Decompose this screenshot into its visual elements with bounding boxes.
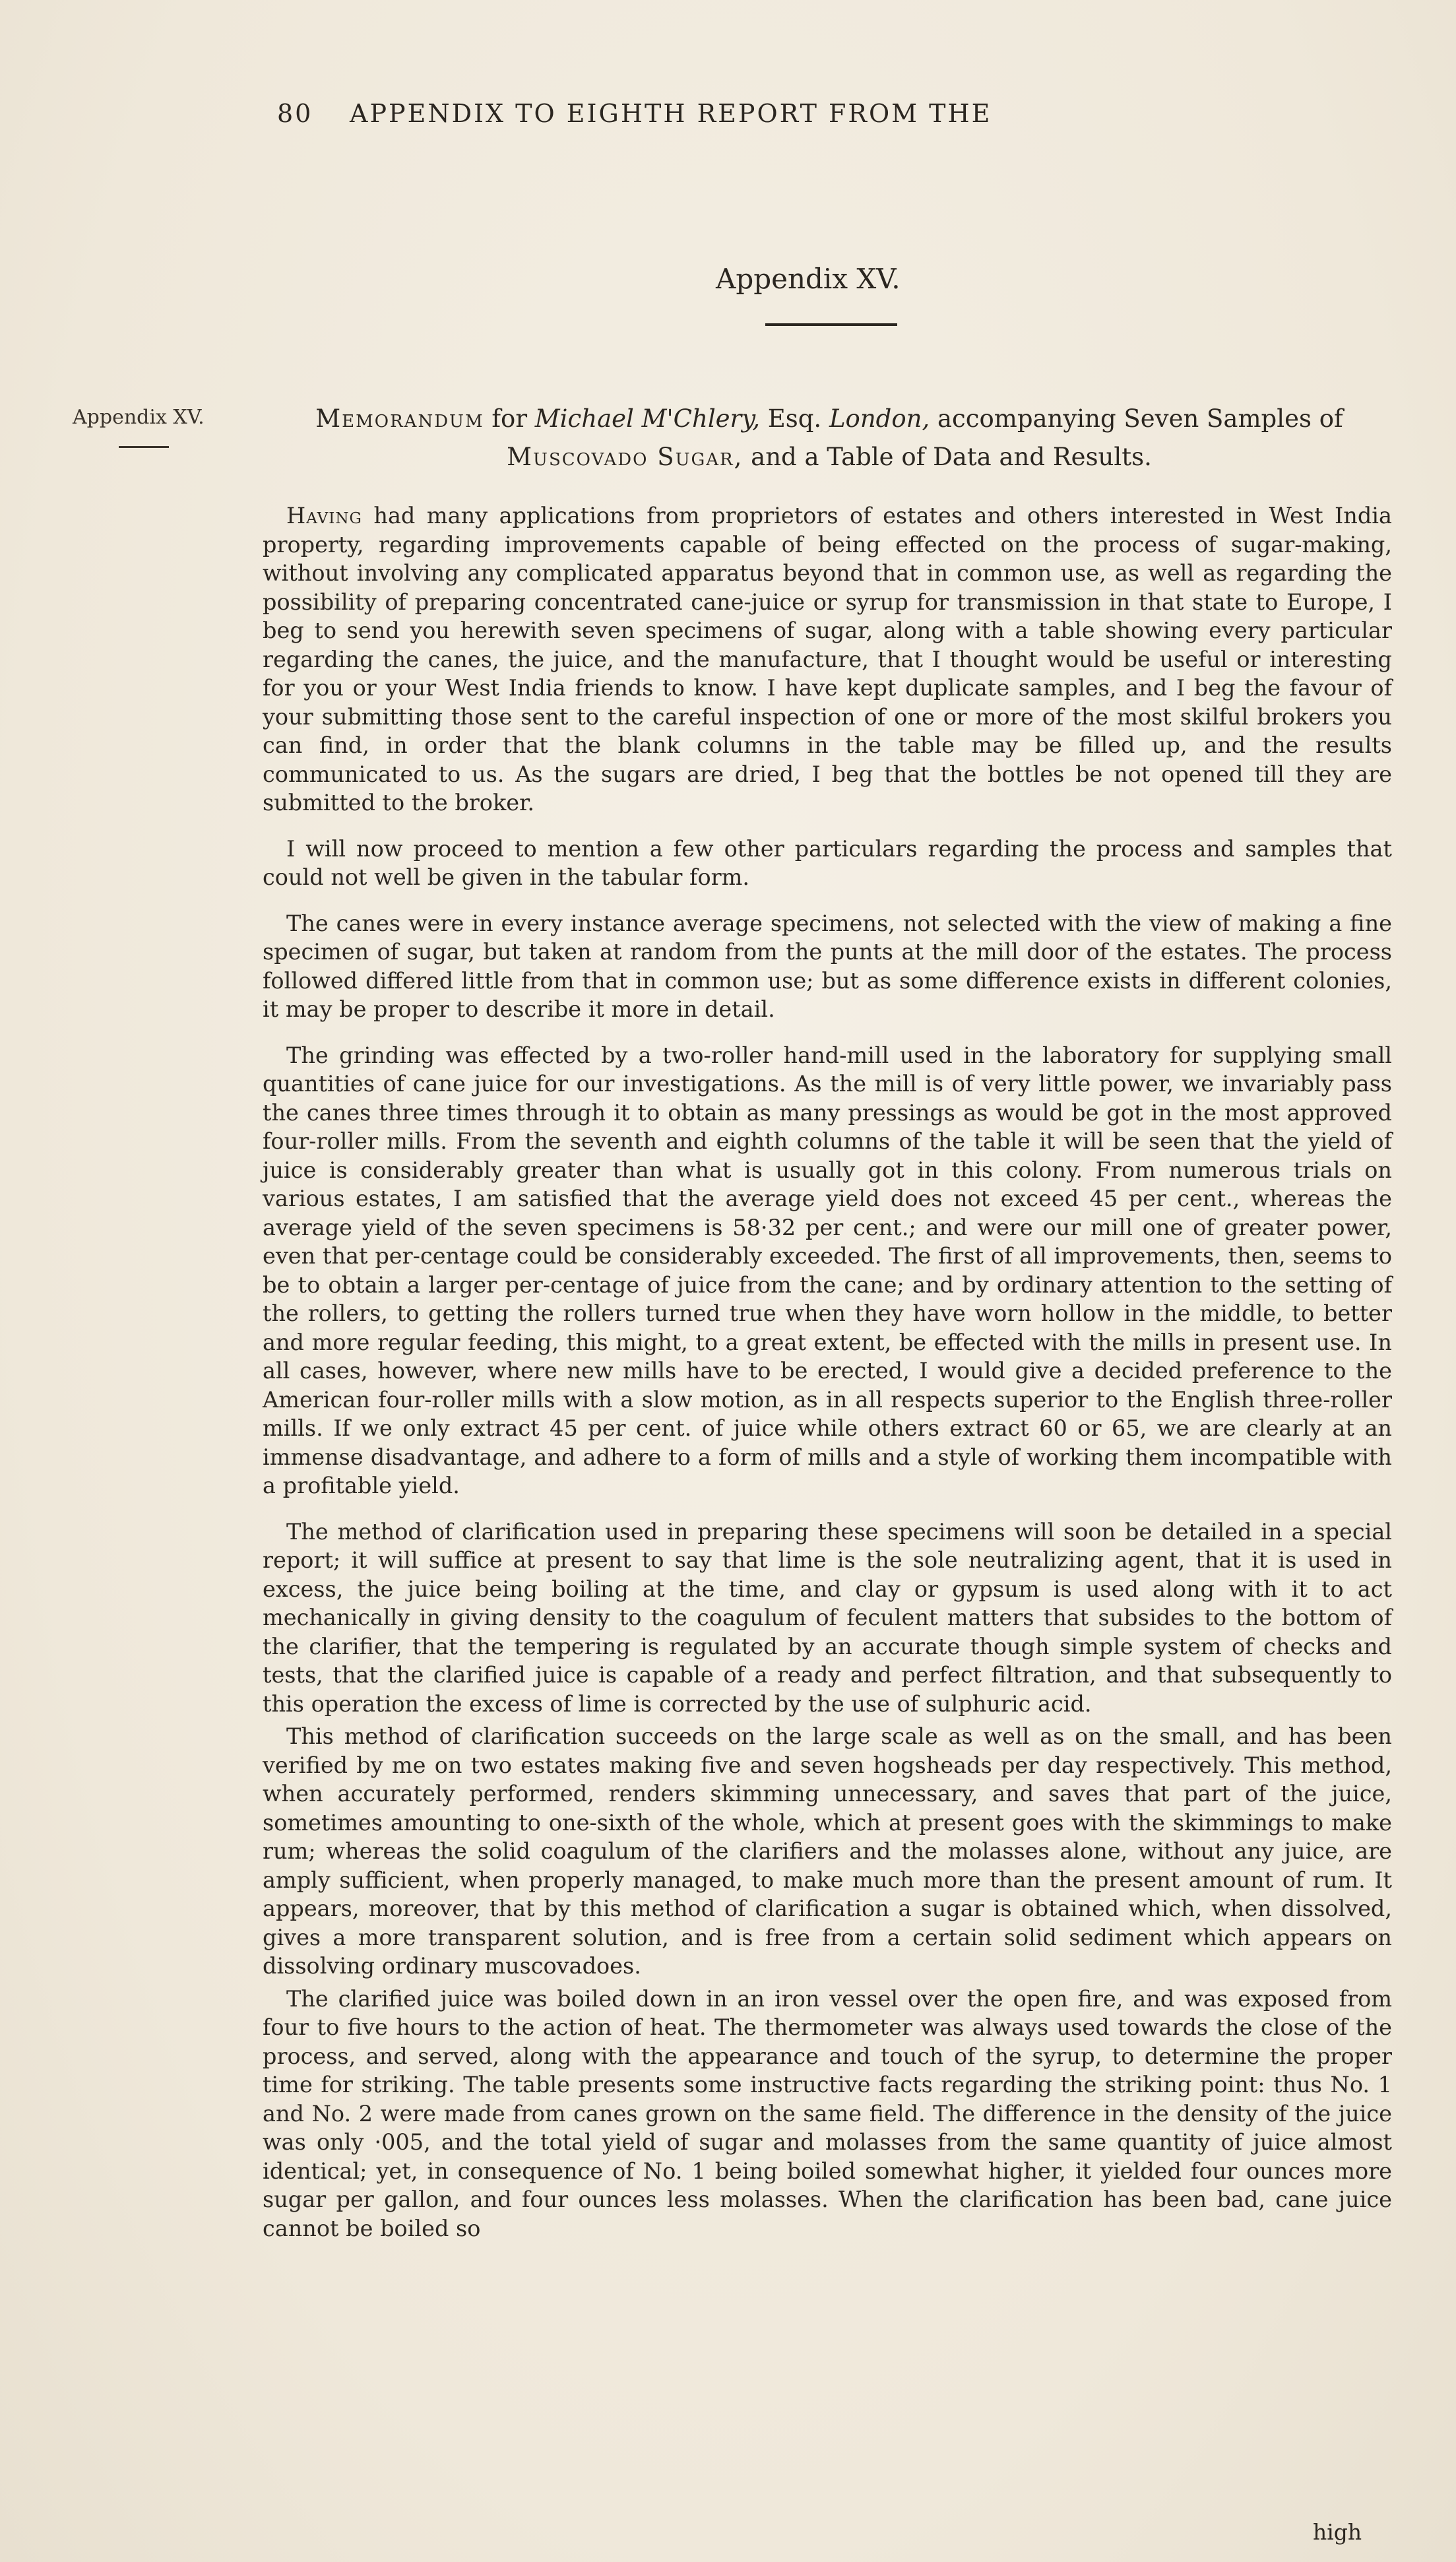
catchword: high	[1313, 2519, 1362, 2545]
page-number: 80	[277, 99, 313, 128]
margin-note-rule	[119, 446, 169, 448]
memo-place: London,	[829, 404, 930, 433]
memo-sugar-label: Muscovado Sugar,	[507, 443, 744, 471]
memo-recipient: Michael M'Chlery,	[534, 404, 760, 433]
paragraph-2: I will now proceed to mention a few other particulars regarding the process and samples that could not well be given in the tabular form.	[263, 835, 1392, 890]
running-head-title: APPENDIX TO EIGHTH REPORT FROM THE	[350, 99, 992, 128]
heading-rule	[765, 323, 897, 326]
memo-label: Memorandum	[315, 404, 484, 433]
paragraph-1-lead: Having	[286, 503, 362, 528]
paragraph-7: The clarified juice was boiled down in an iron vessel over the open fire, and was exposed from four to five hours to the action of heat. The thermometer was always used towards the close of the process, and served, along with the appearance and touch of the syrup, to determine the proper time for striking. The table presents some instructive facts regarding the striking point: thus No. 1 and No. 2 were made from canes grown on the same field. The difference in the density of the juice was only ·005, and the total yield of sugar and molasses from the same quantity of juice almost identical; yet, in consequence of No. 1 being boiled somewhat higher, it yielded four ounces more sugar per gallon, and four ounces less molasses. When the clarification has been bad, cane juice cannot be boiled so	[263, 1985, 1392, 2241]
paragraph-5: The method of clarification used in preparing these specimens will soon be detailed in a special report; it will suffice at present to say that lime is the sole neutralizing agent, that it is used in excess, the juice being boiling at the time, and clay or gypsum is used along with it to act mechanically in giving density to the coagulum of feculent matters that subsides to the bottom of the clarifier, that the tempering is regulated by an accurate though simple system of checks and tests, that the clarified juice is capable of a ready and perfect filtration, and that subsequently to this operation the excess of lime is corrected by the use of sulphuric acid.	[263, 1518, 1392, 1717]
memo-rest-line2: and a Table of Data and Results.	[751, 443, 1152, 471]
memo-esq: Esq.	[767, 404, 822, 433]
paragraph-6: This method of clarification succeeds on the large scale as well as on the small, and has been verified by me on two estates making five and seven hogsheads per day respectively. This method, when accurately performed, renders skimming unnecessary, and saves that part of the juice, sometimes amounting to one-sixth of the whole, which at present goes with the skimmings to make rum; whereas the solid coagulum of the clarifiers and the molasses alone, without any juice, are amply sufficient, when properly managed, to make much more than the present amount of rum. It appears, moreover, that by this method of clarification a sugar is obtained which, when dissolved, gives a more transparent solution, and is free from a certain solid sediment which appears on dissolving ordinary muscovadoes.	[263, 1723, 1392, 1979]
appendix-heading: Appendix XV.	[716, 263, 901, 295]
memo-rest-line1: accompanying Seven Samples of	[937, 404, 1343, 433]
body-text	[263, 501, 1392, 2247]
paragraph-1	[263, 501, 1392, 817]
paragraph-4: The grinding was effected by a two-roller hand-mill used in the laboratory for supplying small quantities of cane juice for our investigations. As the mill is of very little power, we invariably pass the canes three times through it to obtain as many pressings as would be got in the most approved four-roller mills. From the seventh and eighth columns of the table it will be seen that the yield of juice is considerably greater than what is usually got in this colony. From numerous trials on various estates, I am satisfied that the average yield does not exceed 45 per cent., whereas the average yield of the seven specimens is 58·32 per cent.; and were our mill one of greater power, even that per-centage could be considerably exceeded. The first of all improvements, then, seems to be to obtain a larger per-centage of juice from the cane; and by ordinary attention to the setting of the rollers, to getting the rollers turned true when they have worn hollow in the middle, to better and more regular feeding, this might, to a great extent, be effected with the mills in present use. In all cases, however, where new mills have to be erected, I would give a decided preference to the American four-roller mills with a slow motion, as in all respects superior to the English three-roller mills. If we only extract 45 per cent. of juice while others extract 60 or 65, we are clearly at an immense disadvantage, and adhere to a form of mills and a style of working them incompatible with a profitable yield.	[263, 1042, 1392, 1498]
memo-for: for	[491, 404, 528, 433]
running-head	[277, 99, 1201, 128]
paragraph-1-text: had many applications from proprietors of estates and others interested in West India property, regarding improvements capable of being effected on the process of sugar-making, without involving any complicated apparatus beyond that in common use, as well as regarding the possibility of preparing concentrated cane-juice or syrup for transmission in that state to Europe, I beg to send you herewith seven specimens of sugar, along with a table showing every particular regarding the canes, the juice, and the manufacture, that I thought would be useful or interesting for you or your West India friends to know. I have kept duplicate samples, and I beg the favour of your submitting those sent to the careful inspection of one or more of the most skilful brokers you can find, in order that the blank columns in the table may be filled up, and the results communicated to us. As the sugars are dried, I beg that the bottles be not opened till they are submitted to the broker.	[263, 503, 1392, 816]
paragraph-3: The canes were in every instance average specimens, not selected with the view of making a fine specimen of sugar, but taken at random from the punts at the mill door of the estates. The process followed differed little from that in common use; but as some difference exists in different colonies, it may be proper to describe it more in detail.	[263, 910, 1392, 1022]
margin-note: Appendix XV.	[73, 406, 205, 429]
memorandum-heading	[272, 400, 1387, 476]
